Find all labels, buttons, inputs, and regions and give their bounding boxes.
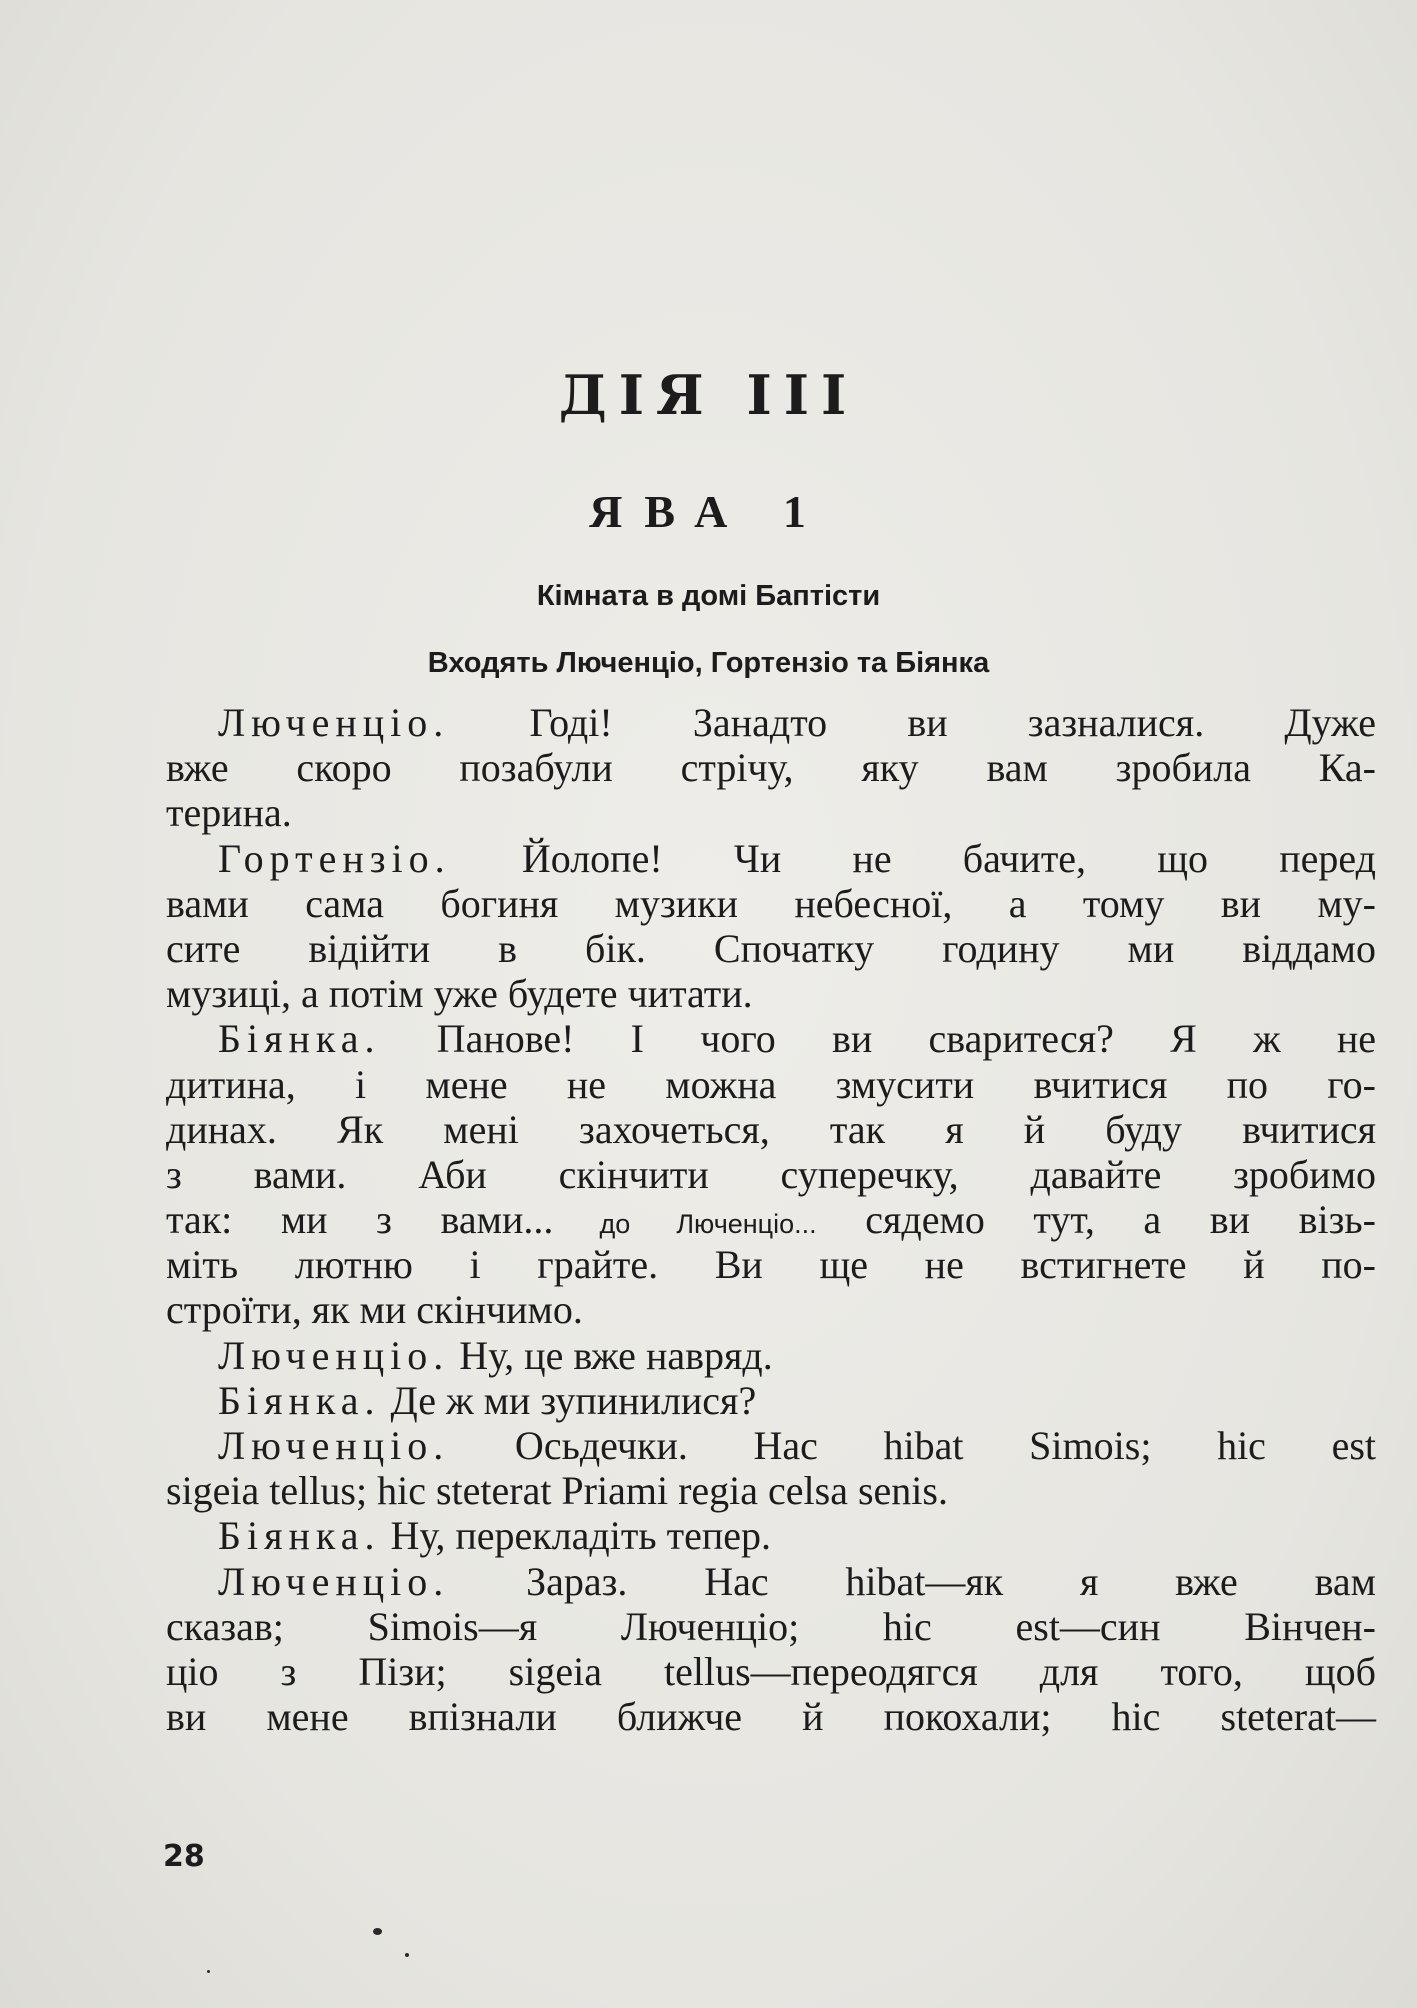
scene-setting: Кімната в домі Баптісти xyxy=(536,580,881,612)
text-line xyxy=(166,1604,1376,1649)
line-text: терина. xyxy=(166,790,292,836)
speaker-name: Біянка. xyxy=(218,1016,381,1062)
dialogue-text xyxy=(166,700,1376,1739)
line-text: Панове! І чого ви сваритеся? Я ж не xyxy=(380,1016,1376,1062)
text-line xyxy=(166,1333,1376,1378)
line-text: дитина, і мене не можна змусити вчитися по го- xyxy=(166,1061,1376,1107)
text-line xyxy=(166,1468,1376,1513)
act-title: ДІЯ ІІІ xyxy=(558,363,859,427)
line-text: ви мене впізнали ближче й покохали; hic steterat— xyxy=(166,1694,1376,1740)
text-line xyxy=(166,1242,1376,1287)
ink-speck xyxy=(373,1928,382,1935)
line-text: міть лютню і грайте. Ви ще не встигнете й по- xyxy=(166,1242,1376,1288)
speaker-name: Люченціо. xyxy=(218,1558,450,1604)
line-text: Ну, це вже навряд. xyxy=(449,1332,773,1378)
speaker-name: Біянка. xyxy=(218,1377,381,1423)
line-text: sigeia tellus; hic steterat Priami regia celsa senis. xyxy=(166,1468,948,1514)
text-line xyxy=(166,1378,1376,1423)
scene-title: ЯВА 1 xyxy=(589,486,828,537)
line-text: Йолопе! Чи не бачите, що перед xyxy=(450,835,1376,881)
line-text: ціо з Пізи; sigeia tellus—переодягся для того, щоб xyxy=(166,1648,1376,1694)
page-number: 28 xyxy=(163,1839,205,1874)
stage-direction: Входять Люченціо, Гортензіо та Біянка xyxy=(427,647,990,679)
line-text: Годі! Занадто ви зазналися. Дуже xyxy=(449,700,1376,745)
line-text: Ну, перекладіть тепер. xyxy=(380,1513,771,1559)
line-text: Де ж ми зупинилися? xyxy=(380,1377,757,1423)
line-text: Зараз. Hac hibat—як я вже вам xyxy=(449,1558,1376,1604)
text-line xyxy=(166,1694,1376,1739)
line-text: так: ми з вами... xyxy=(166,1197,554,1243)
text-line xyxy=(166,700,1376,745)
line-text: динах. Як мені захочеться, так я й буду вчитися xyxy=(166,1106,1376,1152)
speaker-name: Люченціо. xyxy=(218,1423,450,1468)
text-line xyxy=(166,1559,1376,1604)
text-line xyxy=(166,1197,1376,1242)
speaker-name: Біянка. xyxy=(218,1513,381,1559)
speaker-name: Гортензіо. xyxy=(218,835,451,881)
line-text: сядемо тут, а ви візь- xyxy=(816,1197,1376,1243)
text-line xyxy=(166,1513,1376,1558)
line-text: музиці, а потім уже будете читати. xyxy=(166,971,753,1017)
line-text: вами сама богиня музики небесної, а тому ви му- xyxy=(166,880,1376,926)
text-line xyxy=(166,1016,1376,1061)
text-line xyxy=(166,836,1376,881)
ink-speck xyxy=(405,1953,409,1957)
text-line xyxy=(166,971,1376,1016)
text-line xyxy=(166,1423,1376,1468)
line-text: вже скоро позабули стрічу, яку вам зробила Ка- xyxy=(166,745,1376,791)
line-text: строїти, як ми скінчимо. xyxy=(166,1287,583,1333)
text-line xyxy=(166,790,1376,835)
speaker-name: Люченціо. xyxy=(218,700,450,745)
stage-aside: до Люченціо... xyxy=(553,1209,817,1240)
text-line xyxy=(166,1287,1376,1332)
line-text: Осьдечки. Hac hibat Simois; hic est xyxy=(449,1423,1376,1468)
line-text: сказав; Simois—я Люченціо; hic est—син Вінчен- xyxy=(166,1603,1376,1649)
text-line xyxy=(166,926,1376,971)
line-text: сите відійти в бік. Спочатку годину ми віддамо xyxy=(166,925,1376,971)
text-line xyxy=(166,1152,1376,1197)
ink-speck xyxy=(207,1970,210,1973)
text-line xyxy=(166,1107,1376,1152)
text-line xyxy=(166,1649,1376,1694)
speaker-name: Люченціо. xyxy=(218,1332,450,1378)
line-text: з вами. Аби скінчити суперечку, давайте зробимо xyxy=(166,1151,1376,1197)
text-line xyxy=(166,745,1376,790)
text-line xyxy=(166,881,1376,926)
text-line xyxy=(166,1062,1376,1107)
